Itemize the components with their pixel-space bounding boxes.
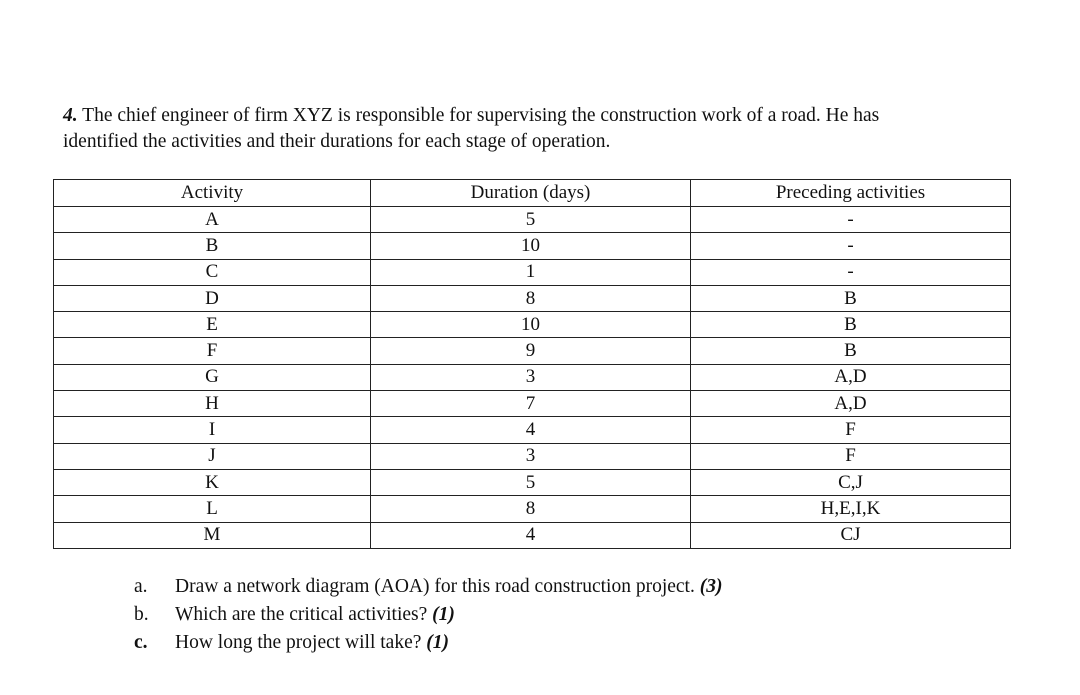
subquestion-marker: a.: [134, 576, 148, 597]
subquestion-body: How long the project will take?: [175, 632, 422, 653]
cell-preceding: C,J: [691, 469, 1011, 495]
subquestion-item: [130, 601, 722, 629]
cell-duration: 8: [371, 496, 691, 522]
cell-duration: 8: [371, 285, 691, 311]
header-activity: Activity: [54, 180, 371, 207]
table-row: [54, 417, 1011, 443]
subquestion-marks: (1): [432, 604, 455, 625]
subquestion-list: [130, 573, 722, 657]
question-text-line2: identified the activities and their durations for each stage of operation.: [63, 131, 611, 152]
cell-duration: 10: [371, 312, 691, 338]
table-row: [54, 391, 1011, 417]
cell-preceding: A,D: [691, 364, 1011, 390]
cell-duration: 10: [371, 233, 691, 259]
cell-activity: K: [54, 469, 371, 495]
question-number: 4.: [63, 105, 78, 126]
table-header-row: [54, 180, 1011, 207]
subquestion-marker: c.: [134, 632, 148, 653]
table-row: [54, 233, 1011, 259]
cell-preceding: -: [691, 233, 1011, 259]
cell-activity: M: [54, 522, 371, 548]
table-body: [54, 207, 1011, 549]
table-row: [54, 496, 1011, 522]
activities-table: [53, 179, 1011, 549]
table-row: [54, 207, 1011, 233]
subquestion-body: Which are the critical activities?: [175, 604, 428, 625]
cell-preceding: A,D: [691, 391, 1011, 417]
table-row: [54, 285, 1011, 311]
cell-duration: 4: [371, 417, 691, 443]
cell-activity: J: [54, 443, 371, 469]
cell-duration: 3: [371, 364, 691, 390]
table-row: [54, 259, 1011, 285]
subquestion-item: [130, 629, 722, 657]
cell-activity: H: [54, 391, 371, 417]
header-preceding: Preceding activities: [691, 180, 1011, 207]
cell-activity: E: [54, 312, 371, 338]
subquestion-text: [175, 601, 455, 629]
question-text: [63, 103, 1023, 155]
subquestion-marks: (3): [699, 576, 723, 597]
subquestion-body: Draw a network diagram (AOA) for this road construction project.: [175, 576, 695, 597]
cell-activity: C: [54, 259, 371, 285]
subquestion-marker: b.: [134, 604, 149, 625]
table-row: [54, 469, 1011, 495]
cell-activity: D: [54, 285, 371, 311]
cell-preceding: B: [691, 285, 1011, 311]
cell-activity: I: [54, 417, 371, 443]
cell-preceding: CJ: [691, 522, 1011, 548]
cell-duration: 7: [371, 391, 691, 417]
cell-activity: B: [54, 233, 371, 259]
cell-activity: L: [54, 496, 371, 522]
cell-preceding: H,E,I,K: [691, 496, 1011, 522]
cell-activity: A: [54, 207, 371, 233]
table-row: [54, 522, 1011, 548]
table-row: [54, 443, 1011, 469]
table-row: [54, 312, 1011, 338]
cell-preceding: -: [691, 207, 1011, 233]
question-text-line1: The chief engineer of firm XYZ is responsible for supervising the construction work of a road. He has: [82, 105, 880, 126]
cell-preceding: F: [691, 417, 1011, 443]
subquestion-marks: (1): [426, 632, 450, 653]
subquestion-text: [175, 573, 722, 601]
subquestion-text: [175, 629, 449, 657]
subquestion-item: [130, 573, 722, 601]
cell-duration: 4: [371, 522, 691, 548]
table-row: [54, 364, 1011, 390]
cell-activity: G: [54, 364, 371, 390]
cell-preceding: B: [691, 312, 1011, 338]
cell-activity: F: [54, 338, 371, 364]
cell-duration: 3: [371, 443, 691, 469]
cell-duration: 1: [371, 259, 691, 285]
cell-duration: 9: [371, 338, 691, 364]
header-duration: Duration (days): [371, 180, 691, 207]
cell-preceding: B: [691, 338, 1011, 364]
table-row: [54, 338, 1011, 364]
cell-duration: 5: [371, 207, 691, 233]
cell-preceding: -: [691, 259, 1011, 285]
cell-duration: 5: [371, 469, 691, 495]
cell-preceding: F: [691, 443, 1011, 469]
